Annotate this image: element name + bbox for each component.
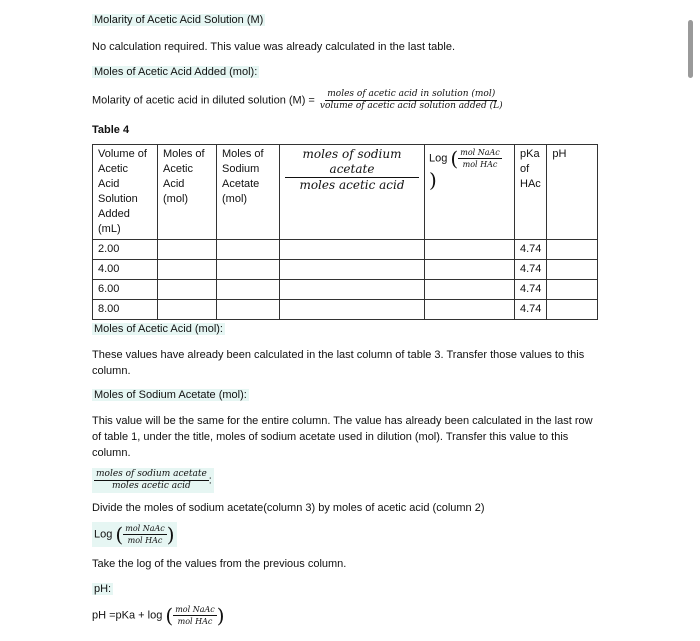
cell-log <box>425 300 515 320</box>
table-header-row <box>93 145 598 240</box>
header-ratio: $\frac{\text{moles of sodium acetate}}{\text{moles acetic acid}}$ <box>280 145 425 240</box>
table-row <box>93 300 598 320</box>
cell-volume: 6.00 <box>93 280 158 300</box>
cell-volume: 2.00 <box>93 240 158 260</box>
cell-ph <box>547 280 598 300</box>
header-ph: pH <box>547 145 598 240</box>
cell-ratio <box>280 300 425 320</box>
cell-pka: 4.74 <box>515 260 547 280</box>
cell-volume: 8.00 <box>93 300 158 320</box>
cell-moles-sodium <box>217 300 280 320</box>
cell-pka: 4.74 <box>515 240 547 260</box>
header-pka: pKa of HAc <box>515 145 547 240</box>
cell-moles-acetic <box>158 240 217 260</box>
cell-log <box>425 260 515 280</box>
cell-moles-acetic <box>158 260 217 280</box>
formula-fraction: $\frac{\text{moles of acetic acid in solution (mol)}}{\text{volume of acetic acid solution added (L)}}$ <box>319 89 503 111</box>
table-row <box>93 240 598 260</box>
cell-ratio <box>280 260 425 280</box>
moles-acetic-text: These values have already been calculated in the last column of table 3. Transfer those values to this column. <box>92 349 585 377</box>
molarity-note: No calculation required. This value was already calculated in the last table. <box>92 41 455 53</box>
molarity-formula <box>92 89 505 112</box>
ratio-text: Divide the moles of sodium acetate(column 3) by moles of acetic acid (column 2) <box>92 502 485 514</box>
formula-label: Molarity of acetic acid in diluted solution (M) = <box>92 94 315 107</box>
cell-moles-sodium <box>217 240 280 260</box>
header-log: Log ( $\frac{\text{mol NaAc}}{\text{mol HAc}}$ ) <box>425 145 515 240</box>
cell-ratio <box>280 240 425 260</box>
cell-moles-sodium <box>217 260 280 280</box>
cell-pka: 4.74 <box>515 280 547 300</box>
table-row <box>93 260 598 280</box>
cell-ph <box>547 260 598 280</box>
section-heading-moles-sodium: Moles of Sodium Acetate (mol): <box>94 389 247 401</box>
cell-log <box>425 240 515 260</box>
cell-log <box>425 280 515 300</box>
moles-sodium-text: This value will be the same for the entire column. The value has already been calculated in the last row of table 1, under the title, moles of sodium acetate used in dilution (mol). Transfer this value to this column. <box>92 415 593 459</box>
section-heading-molarity: Molarity of Acetic Acid Solution (M) <box>94 14 264 26</box>
log-text: Take the log of the values from the previous column. <box>92 558 347 570</box>
table-row <box>93 280 598 300</box>
vertical-scrollbar[interactable] <box>688 20 693 78</box>
section-heading-ratio: $\frac{\text{moles of sodium acetate}}{\text{moles acetic acid}}$ : <box>92 468 214 493</box>
cell-moles-sodium <box>217 280 280 300</box>
cell-moles-acetic <box>158 300 217 320</box>
cell-ph <box>547 300 598 320</box>
section-heading-ph: pH: <box>94 583 112 595</box>
cell-ph <box>547 240 598 260</box>
section-heading-moles-acetic: Moles of Acetic Acid (mol): <box>94 323 223 335</box>
table-caption: Table 4 <box>92 124 130 136</box>
cell-volume: 4.00 <box>93 260 158 280</box>
cell-moles-acetic <box>158 280 217 300</box>
header-volume: Volume of Acetic Acid Solution Added (mL) <box>93 145 158 240</box>
section-heading-log: Log ( $\frac{\text{mol NaAc}}{\text{mol HAc}}$ ) <box>94 522 175 547</box>
table-4 <box>92 144 598 320</box>
section-heading-moles-acetic-added: Moles of Acetic Acid Added (mol): <box>94 66 258 78</box>
header-moles-acetic: Moles of Acetic Acid (mol) <box>158 145 217 240</box>
cell-ratio <box>280 280 425 300</box>
cell-pka: 4.74 <box>515 300 547 320</box>
ph-formula: pH =pKa + log ( $\frac{\text{mol NaAc}}{\text{mol HAc}}$ ) <box>92 603 225 628</box>
header-moles-sodium: Moles of Sodium Acetate (mol) <box>217 145 280 240</box>
